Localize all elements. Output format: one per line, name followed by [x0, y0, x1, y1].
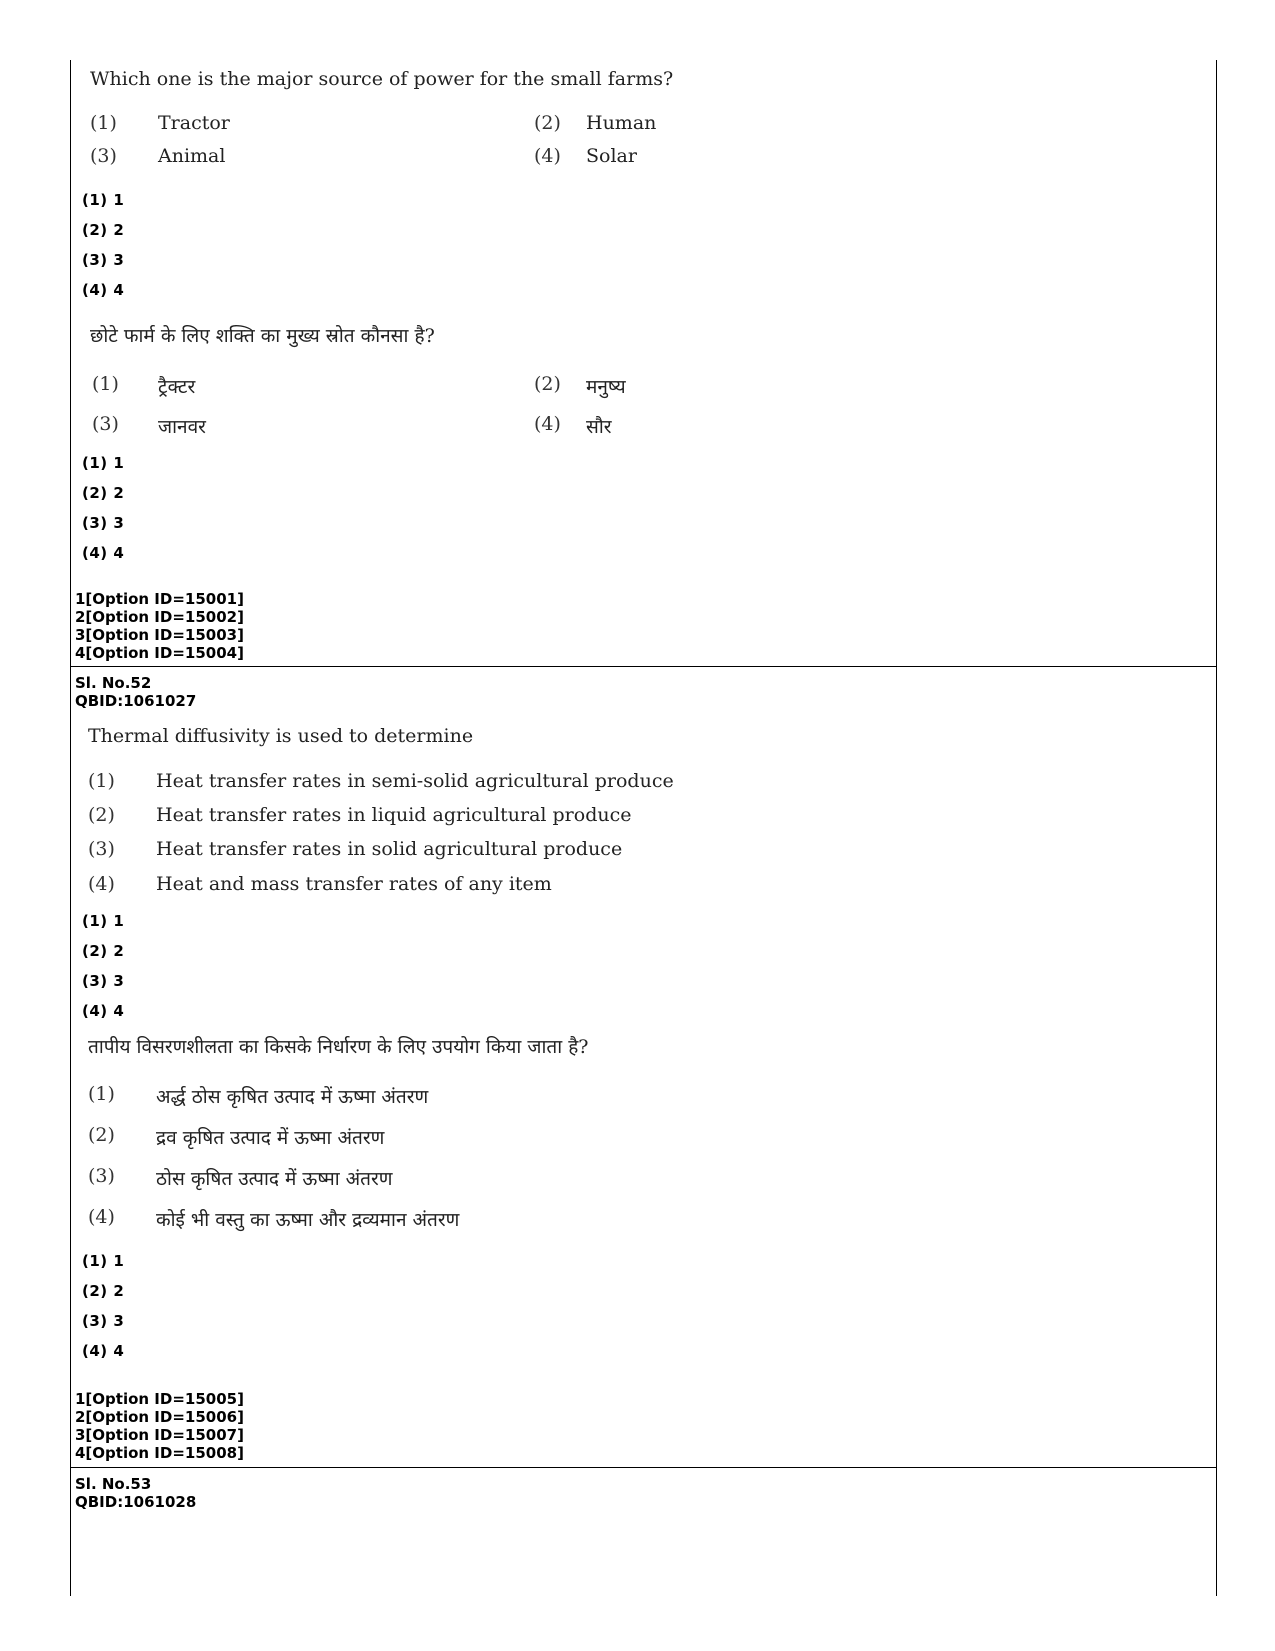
q51-hi-answer-choice-3[interactable]: (3) 3	[82, 514, 125, 532]
q51-english-question: Which one is the major source of power for the small farms?	[90, 68, 674, 90]
q51-option-id-2: 2[Option ID=15002]	[75, 608, 244, 626]
q51-hi-option-4-text: सौर	[586, 416, 612, 438]
q52-serial-number: Sl. No.52	[75, 674, 152, 692]
q52-hi-answer-choice-3[interactable]: (3) 3	[82, 1312, 125, 1330]
q52-hi-option-3-text: ठोस कृषित उत्पाद में ऊष्मा अंतरण	[156, 1168, 393, 1190]
q52-en-option-3-text: Heat transfer rates in solid agricultural produce	[156, 838, 623, 860]
question-divider-2	[70, 1467, 1217, 1468]
q52-option-id-3: 3[Option ID=15007]	[75, 1426, 244, 1444]
q52-hi-option-3-number: (3)	[88, 1165, 115, 1187]
q51-hi-option-3-text: जानवर	[158, 416, 206, 438]
q52-answer-choice-3[interactable]: (3) 3	[82, 972, 125, 990]
q52-option-id-2: 2[Option ID=15006]	[75, 1408, 244, 1426]
q52-hi-option-2-text: द्रव कृषित उत्पाद में ऊष्मा अंतरण	[156, 1127, 385, 1149]
q51-option-id-4: 4[Option ID=15004]	[75, 644, 244, 662]
q53-qbid: QBID:1061028	[75, 1493, 197, 1511]
q51-hi-option-2-text: मनुष्य	[586, 376, 626, 398]
q51-hi-answer-choice-2[interactable]: (2) 2	[82, 484, 125, 502]
q51-answer-choice-3[interactable]: (3) 3	[82, 251, 125, 269]
q51-hi-option-4-number: (4)	[534, 413, 561, 435]
q52-en-option-1-number: (1)	[88, 770, 115, 792]
q52-hi-option-4-text: कोई भी वस्तु का ऊष्मा और द्रव्यमान अंतरण	[156, 1209, 460, 1231]
q52-answer-choice-4[interactable]: (4) 4	[82, 1002, 125, 1020]
q52-hi-answer-choice-2[interactable]: (2) 2	[82, 1282, 125, 1300]
q52-option-id-4: 4[Option ID=15008]	[75, 1444, 244, 1462]
q51-hi-answer-choice-4[interactable]: (4) 4	[82, 544, 125, 562]
q52-hi-option-1-number: (1)	[88, 1083, 115, 1105]
q51-hi-option-3-number: (3)	[92, 413, 119, 435]
question-divider-1	[70, 666, 1217, 667]
q51-hi-option-2-number: (2)	[534, 373, 561, 395]
q52-en-option-3-number: (3)	[88, 838, 115, 860]
q51-en-option-1-text: Tractor	[158, 112, 230, 134]
q52-hi-option-1-text: अर्द्ध ठोस कृषित उत्पाद में ऊष्मा अंतरण	[156, 1086, 429, 1108]
q51-en-option-3-text: Animal	[158, 145, 226, 167]
q52-en-option-2-number: (2)	[88, 804, 115, 826]
q52-qbid: QBID:1061027	[75, 692, 197, 710]
q52-answer-choice-2[interactable]: (2) 2	[82, 942, 125, 960]
q51-en-option-4-text: Solar	[586, 145, 637, 167]
q52-en-option-4-text: Heat and mass transfer rates of any item	[156, 873, 552, 895]
q52-answer-choice-1[interactable]: (1) 1	[82, 912, 125, 930]
q52-hi-option-4-number: (4)	[88, 1206, 115, 1228]
q51-hi-answer-choice-1[interactable]: (1) 1	[82, 454, 125, 472]
q52-en-option-4-number: (4)	[88, 873, 115, 895]
q51-hindi-question: छोटे फार्म के लिए शक्ति का मुख्य स्रोत कौनसा है?	[90, 325, 435, 347]
frame-left-border	[70, 60, 71, 1596]
q52-hindi-question: तापीय विसरणशीलता का किसके निर्धारण के लिए उपयोग किया जाता है?	[88, 1036, 589, 1058]
q51-hi-option-1-number: (1)	[92, 373, 119, 395]
q51-en-option-1-number: (1)	[90, 112, 117, 134]
q51-option-id-1: 1[Option ID=15001]	[75, 590, 244, 608]
q51-en-option-2-text: Human	[586, 112, 657, 134]
q52-english-question: Thermal diffusivity is used to determine	[88, 725, 474, 747]
q52-hi-answer-choice-4[interactable]: (4) 4	[82, 1342, 125, 1360]
q52-en-option-1-text: Heat transfer rates in semi-solid agricultural produce	[156, 770, 674, 792]
q51-en-option-2-number: (2)	[534, 112, 561, 134]
q51-answer-choice-4[interactable]: (4) 4	[82, 281, 125, 299]
q52-en-option-2-text: Heat transfer rates in liquid agricultural produce	[156, 804, 632, 826]
q52-hi-option-2-number: (2)	[88, 1124, 115, 1146]
q52-hi-answer-choice-1[interactable]: (1) 1	[82, 1252, 125, 1270]
q51-answer-choice-2[interactable]: (2) 2	[82, 221, 125, 239]
q52-option-id-1: 1[Option ID=15005]	[75, 1390, 244, 1408]
q51-en-option-4-number: (4)	[534, 145, 561, 167]
q51-en-option-3-number: (3)	[90, 145, 117, 167]
frame-right-border	[1216, 60, 1217, 1596]
q51-option-id-3: 3[Option ID=15003]	[75, 626, 244, 644]
q53-serial-number: Sl. No.53	[75, 1475, 152, 1493]
q51-answer-choice-1[interactable]: (1) 1	[82, 191, 125, 209]
q51-hi-option-1-text: ट्रैक्टर	[158, 376, 196, 398]
